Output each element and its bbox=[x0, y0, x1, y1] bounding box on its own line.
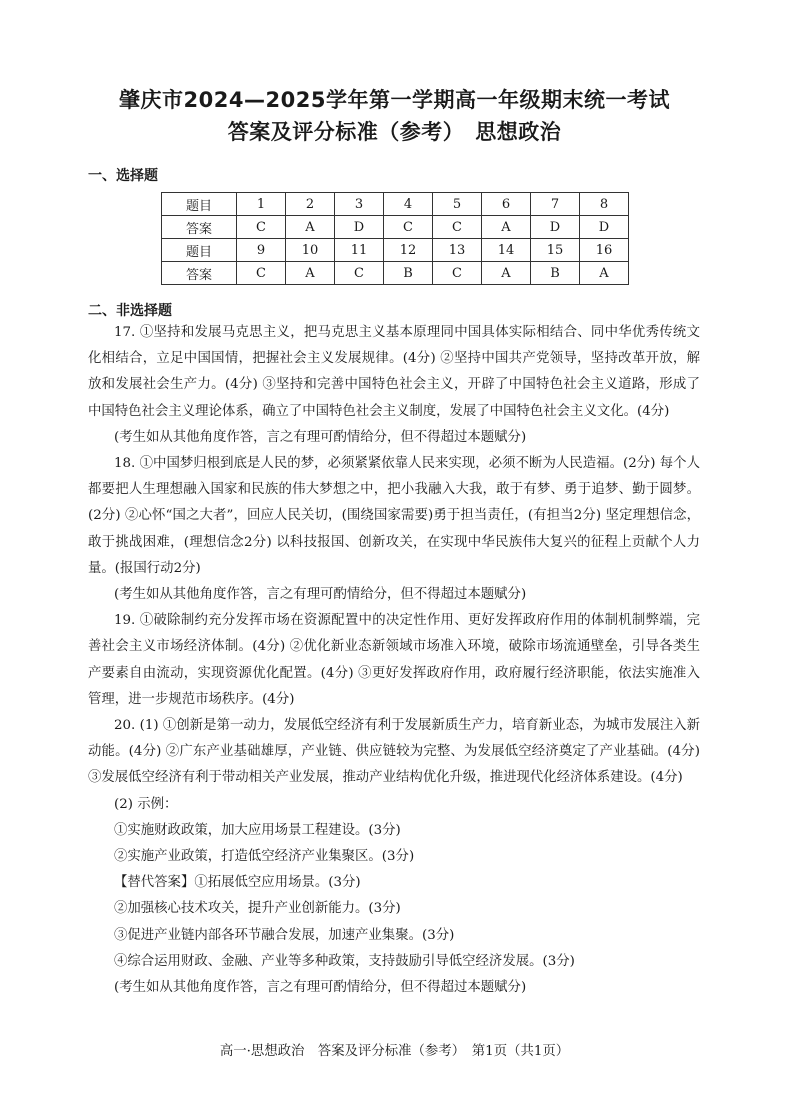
q20-part2-label: (2) 示例： bbox=[114, 796, 178, 812]
answer-table-cell: C bbox=[433, 216, 482, 239]
q18-answer: 18. ①中国梦归根到底是人民的梦，必须紧紧依靠人民来实现，必须不断为人民造福。(2分) 每个人都要把人生理想融入国家和民族的伟大梦想之中，把小我融入大我，敢于有梦、勇于追梦、勤于圆梦。(2分) ②心怀“国之大者”，回应人民关切，(围绕国家需要)勇于担当责任，(有担当2分) 坚定理想信念，敢于挑战困难，(理想信念2分) 以科技报国、创新攻关，在实现中华民族伟大复兴的征程上贡献个人力量。(报国行动2分) bbox=[88, 456, 700, 576]
answer-table-cell: C bbox=[384, 216, 433, 239]
answer-table-cell: 2 bbox=[286, 193, 335, 216]
answer-table-cell: 1 bbox=[237, 193, 286, 216]
answer-table-row-label: 题目 bbox=[162, 239, 237, 262]
q20-item: ③促进产业链内部各环节融合发展，加速产业集聚。(3分) bbox=[114, 927, 455, 943]
answer-table-row bbox=[162, 239, 629, 262]
answer-table-cell: C bbox=[433, 262, 482, 285]
answer-table-cell: A bbox=[286, 262, 335, 285]
page-title: 肇庆市2024—2025学年第一学期高一年级期末统一考试 bbox=[119, 88, 670, 112]
answer-table-cell: B bbox=[384, 262, 433, 285]
answer-table-cell: 3 bbox=[335, 193, 384, 216]
answer-table-cell: 6 bbox=[482, 193, 531, 216]
q17-answer: 17. ①坚持和发展马克思主义，把马克思主义基本原理同中国具体实际相结合、同中华优秀传统文化相结合，立足中国国情，把握社会主义发展规律。(4分) ②坚持中国共产党领导，坚持改革开放，解放和发展社会生产力。(4分) ③坚持和完善中国特色社会主义，开辟了中国特色社会主义道路，形成了中国特色社会主义理论体系，确立了中国特色社会主义制度，发展了中国特色社会主义文化。(4分) bbox=[88, 325, 700, 419]
answer-table-row-label: 题目 bbox=[162, 193, 237, 216]
q20-item: 【替代答案】①拓展低空应用场景。(3分) bbox=[114, 875, 361, 891]
answer-table-cell: A bbox=[482, 262, 531, 285]
answer-table-cell: 4 bbox=[384, 193, 433, 216]
answer-table-cell: B bbox=[531, 262, 580, 285]
answer-table-cell: 15 bbox=[531, 239, 580, 262]
answer-table-cell: 9 bbox=[237, 239, 286, 262]
q20-item: ②实施产业政策，打造低空经济产业集聚区。(3分) bbox=[114, 849, 415, 865]
answer-table-cell: 10 bbox=[286, 239, 335, 262]
answer-table-cell: A bbox=[286, 216, 335, 239]
answer-table-cell: D bbox=[335, 216, 384, 239]
answer-table-cell: 12 bbox=[384, 239, 433, 262]
answer-table-cell: 13 bbox=[433, 239, 482, 262]
answer-table-cell: 16 bbox=[580, 239, 629, 262]
answer-table-cell: A bbox=[580, 262, 629, 285]
q20-part1-answer: 20. (1) ①创新是第一动力，发展低空经济有利于发展新质生产力，培育新业态，为城市发展注入新动能。(4分) ②广东产业基础雄厚，产业链、供应链较为完整、为发展低空经济奠定了产业基础。(4分) ③发展低空经济有利于带动相关产业发展，推动产业结构优化升级，推进现代化经济体系建设。(4分) bbox=[88, 718, 700, 786]
answer-table-row-label: 答案 bbox=[162, 262, 237, 285]
answer-table bbox=[161, 192, 629, 285]
answer-table-cell: C bbox=[335, 262, 384, 285]
page-subtitle: 答案及评分标准（参考） 思想政治 bbox=[227, 120, 562, 144]
answer-table-row bbox=[162, 216, 629, 239]
q20-item: ①实施财政政策，加大应用场景工程建设。(3分) bbox=[114, 822, 401, 838]
answer-table-cell: D bbox=[531, 216, 580, 239]
answer-body bbox=[88, 320, 700, 1001]
answer-table-cell: 8 bbox=[580, 193, 629, 216]
answer-table-row bbox=[162, 193, 629, 216]
answer-table-cell: 7 bbox=[531, 193, 580, 216]
answer-table-cell: C bbox=[237, 216, 286, 239]
answer-table-row-label: 答案 bbox=[162, 216, 237, 239]
answer-table-cell: 11 bbox=[335, 239, 384, 262]
answer-table-cell: 5 bbox=[433, 193, 482, 216]
answer-table-cell: 14 bbox=[482, 239, 531, 262]
q20-item: ②加强核心技术攻关，提升产业创新能力。(3分) bbox=[114, 901, 401, 917]
q19-answer: 19. ①破除制约充分发挥市场在资源配置中的决定性作用、更好发挥政府作用的体制机制弊端，完善社会主义市场经济体制。(4分) ②优化新业态新领域市场准入环境，破除市场流通壁垒，引导各类生产要素自由流动，实现资源优化配置。(4分) ③更好发挥政府作用，政府履行经济职能，依法实施准入管理，进一步规范市场秩序。(4分) bbox=[88, 613, 700, 707]
answer-table-cell: D bbox=[580, 216, 629, 239]
section-heading-choice: 一、选择题 bbox=[88, 168, 158, 184]
answer-table-cell: A bbox=[482, 216, 531, 239]
q20-note: (考生如从其他角度作答，言之有理可酌情给分，但不得超过本题赋分) bbox=[114, 980, 527, 996]
q20-item: ④综合运用财政、金融、产业等多种政策，支持鼓励引导低空经济发展。(3分) bbox=[114, 953, 575, 969]
q18-note: (考生如从其他角度作答，言之有理可酌情给分，但不得超过本题赋分) bbox=[114, 587, 527, 603]
q17-note: (考生如从其他角度作答，言之有理可酌情给分，但不得超过本题赋分) bbox=[114, 429, 527, 445]
answer-table-row bbox=[162, 262, 629, 285]
section-heading-nonchoice: 二、非选择题 bbox=[88, 303, 172, 319]
page-footer: 高一·思想政治 答案及评分标准（参考） 第1页（共1页） bbox=[219, 1044, 570, 1059]
answer-table-cell: C bbox=[237, 262, 286, 285]
